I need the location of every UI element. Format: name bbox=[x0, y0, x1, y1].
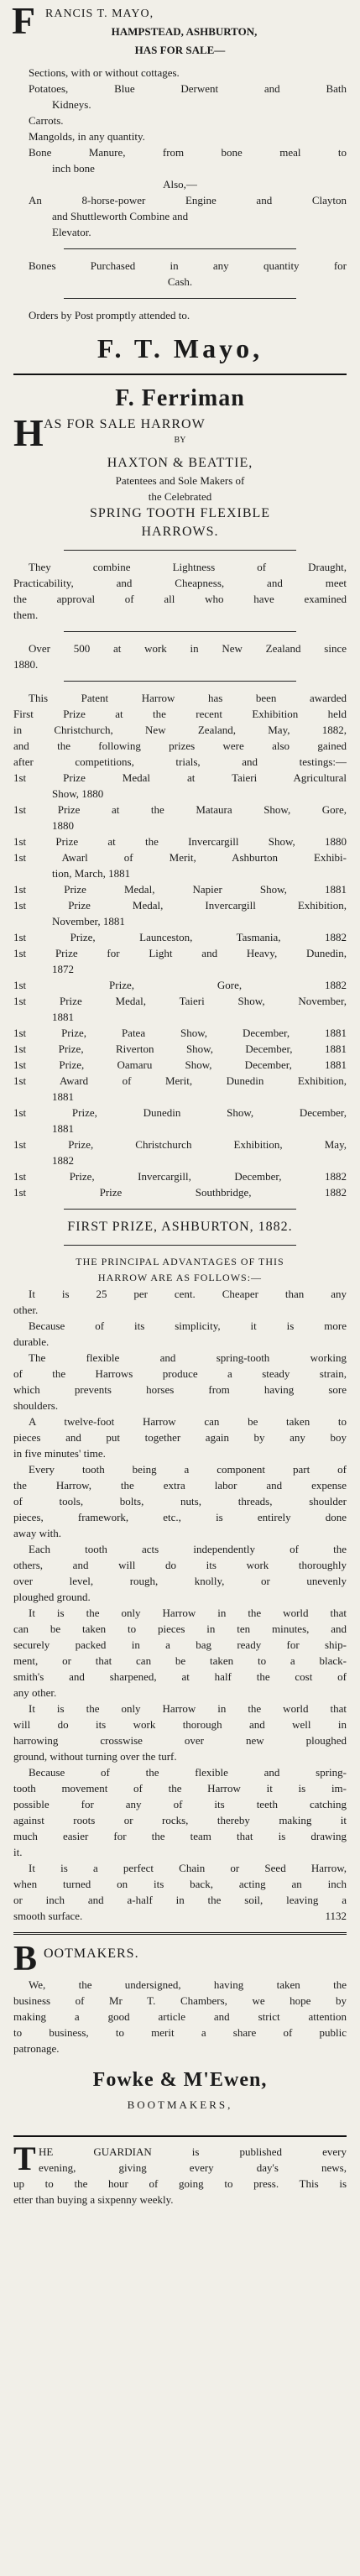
column-rule bbox=[13, 374, 347, 375]
mayo-item: Kidneys. bbox=[52, 98, 91, 111]
prize-item: 1st Prize, Christchurch Exhibition, May, bbox=[13, 1138, 347, 1151]
advantage-line: of tools, bolts, nuts, threads, shoulder bbox=[13, 1495, 347, 1507]
prize-item: 1st Prize for Light and Heavy, Dunedin, bbox=[13, 947, 347, 959]
award-intro-line: in Christchurch, New Zealand, May, 1882, bbox=[13, 724, 347, 736]
prize-item: 1st Prize, Patea Show, December, 1881 bbox=[13, 1027, 347, 1039]
ferriman-title: F. Ferriman bbox=[115, 385, 245, 411]
advantage-line: can be taken to pieces in ten minutes, and bbox=[13, 1622, 347, 1635]
guardian-dropcap: T bbox=[13, 2140, 36, 2177]
prize-item: 1st Prize at the Invercargill Show, 1880 bbox=[13, 835, 347, 848]
advantage-line: Because of its simplicity, it is more bbox=[29, 1319, 347, 1332]
advantage-line: Every tooth being a component part of bbox=[29, 1463, 347, 1476]
prize-item: 1st Prize, Dunedin Show, December, bbox=[13, 1106, 347, 1119]
intro-line: them. bbox=[13, 609, 39, 621]
advantage-line: over level, rough, knolly, or unevenly bbox=[13, 1575, 347, 1587]
ferriman-dropcap: H bbox=[13, 411, 44, 454]
award-intro-line: after competitions, trials, and testings:— bbox=[13, 755, 347, 768]
award-intro-line: This Patent Harrow has been awarded bbox=[29, 692, 347, 704]
advantage-line: possible for any of its teeth catching bbox=[13, 1798, 347, 1811]
divider bbox=[64, 1209, 296, 1210]
mayo-also: Also,— bbox=[163, 178, 197, 191]
mayo-item: Potatoes, Blue Derwent and Bath bbox=[29, 82, 347, 95]
mayo-advert bbox=[12, 0, 347, 367]
prize-item-cont: tion, March, 1881 bbox=[52, 867, 131, 880]
advantage-line: in five minutes' time. bbox=[13, 1447, 106, 1460]
prize-list bbox=[13, 770, 347, 1200]
bootmakers-heading: OOTMAKERS. bbox=[44, 1946, 139, 1961]
advantage-line: smooth surface. bbox=[13, 1910, 83, 1922]
prize-item: 1st Prize at the Mataura Show, Gore, bbox=[13, 803, 347, 816]
mayo-item: Elevator. bbox=[52, 226, 91, 238]
mayo-signature: F. T. Mayo, bbox=[97, 333, 263, 363]
divider bbox=[64, 298, 296, 299]
advantage-line: ground, without turning over the turf. bbox=[13, 1750, 177, 1763]
mayo-dropcap: F bbox=[12, 0, 36, 42]
mayo-item: Sections, with or without cottages. bbox=[29, 66, 180, 79]
mayo-item: Mangolds, in any quantity. bbox=[29, 130, 145, 143]
advantage-line: harrowing crosswise over new ploughed bbox=[13, 1734, 347, 1747]
advantage-line: It is the only Harrow in the world that bbox=[29, 1702, 347, 1715]
divider bbox=[64, 681, 296, 682]
bootmakers-dropcap: B bbox=[13, 1940, 38, 1978]
advantage-line: smith's and sharpened, at half the cost of bbox=[13, 1670, 347, 1683]
prize-item: 1st Prize, Gore, 1882 bbox=[13, 979, 347, 991]
advantage-line: away with. bbox=[13, 1527, 62, 1539]
advantage-line: the Harrow, the extra labor and expense bbox=[13, 1479, 347, 1492]
advantage-line: It is a perfect Chain or Seed Harrow, bbox=[29, 1862, 347, 1874]
bootmakers-body: patronage. bbox=[13, 2042, 60, 2055]
prize-item: 1st Prize, Riverton Show, December, 1881 bbox=[13, 1042, 347, 1055]
mayo-name-line: RANCIS T. MAYO, bbox=[45, 8, 154, 20]
guardian-line: evening, giving every day's news, bbox=[39, 2161, 347, 2174]
prize-item: 1st Prize Medal, Napier Show, 1881 bbox=[13, 883, 347, 896]
bootmakers-body: making a good article and strict attention bbox=[13, 2010, 347, 2023]
first-prize-ashburton: FIRST PRIZE, ASHBURTON, 1882. bbox=[67, 1220, 293, 1234]
guardian-line: up to the hour of going to press. This is bbox=[13, 2177, 347, 2190]
advantages-heading: THE PRINCIPAL ADVANTAGES OF THIS bbox=[76, 1256, 284, 1267]
over500-line: 1880. bbox=[13, 658, 39, 671]
intro-line: They combine Lightness of Draught, bbox=[29, 561, 347, 573]
ferriman-harrows: HARROWS. bbox=[141, 525, 219, 539]
intro-line: the approval of all who have examined bbox=[13, 593, 347, 605]
mayo-bones-cont: Cash. bbox=[167, 275, 193, 288]
prize-item: 1st Prize Medal, Taieri Show, November, bbox=[13, 995, 347, 1007]
advantage-line: tooth movement of the Harrow it is im- bbox=[13, 1782, 347, 1795]
advantage-line: Because of the flexible and spring- bbox=[29, 1766, 347, 1779]
ferriman-by: BY bbox=[174, 436, 186, 445]
bootmakers-body: to business, to merit a share of public bbox=[13, 2026, 347, 2039]
prize-item-cont: 1881 bbox=[52, 1090, 74, 1103]
advantage-line: it. bbox=[13, 1846, 23, 1858]
guardian-line: HE GUARDIAN is published every bbox=[39, 2145, 347, 2158]
advantage-line: A twelve-foot Harrow can be taken to bbox=[29, 1415, 347, 1428]
divider bbox=[64, 550, 296, 551]
advantage-line: of the Harrows produce a steady strain, bbox=[13, 1367, 347, 1380]
ferriman-patentees: Patentees and Sole Makers of bbox=[115, 474, 245, 487]
advantages-list bbox=[13, 1286, 347, 1924]
advantage-line: pieces, framework, etc., is entirely done bbox=[13, 1511, 347, 1523]
intro-line: Practicability, and Cheapness, and meet bbox=[13, 577, 347, 589]
advantages-heading: HARROW ARE AS FOLLOWS:— bbox=[97, 1272, 263, 1283]
advantage-line: shoulders. bbox=[13, 1399, 59, 1412]
advantage-line: pieces and put together again by any boy bbox=[13, 1431, 347, 1444]
divider bbox=[64, 1245, 296, 1246]
bootmakers-advert bbox=[13, 1940, 347, 2129]
bootmakers-sub: BOOTMAKERS, bbox=[127, 2098, 233, 2111]
advantage-line: other. bbox=[13, 1304, 39, 1316]
mayo-for-sale: HAS FOR SALE— bbox=[134, 44, 226, 56]
prize-item: 1st Prize, Launceston, Tasmania, 1882 bbox=[13, 931, 347, 943]
prize-item: 1st Prize Medal, Invercargill Exhibition, bbox=[13, 899, 347, 912]
advantage-line: ploughed ground. bbox=[13, 1591, 91, 1603]
guardian-notice bbox=[13, 2140, 347, 2208]
divider bbox=[64, 631, 296, 632]
harrow-advert bbox=[13, 382, 347, 1924]
ferriman-for-sale: AS FOR SALE HARROW bbox=[44, 417, 206, 431]
award-intro-line: and the following prizes were also gained bbox=[13, 739, 347, 752]
advantage-line: The flexible and spring-tooth working bbox=[29, 1351, 347, 1364]
mayo-bones: Bones Purchased in any quantity for bbox=[29, 259, 347, 272]
mayo-address: HAMPSTEAD, ASHBURTON, bbox=[111, 25, 258, 38]
advantage-line: any other. bbox=[13, 1686, 57, 1699]
advantage-line: much easier for the team that is drawing bbox=[13, 1830, 347, 1842]
guardian-line: etter than buying a sixpenny weekly. bbox=[13, 2193, 174, 2206]
ferriman-celebrated: the Celebrated bbox=[148, 490, 212, 503]
column-rule bbox=[13, 2135, 347, 2137]
advantage-line: It is the only Harrow in the world that bbox=[29, 1607, 347, 1619]
over500-line: Over 500 at work in New Zealand since bbox=[29, 642, 347, 655]
prize-item-cont: Show, 1880 bbox=[52, 787, 104, 800]
prize-item: 1st Prize Medal at Taieri Agricultural bbox=[13, 771, 347, 784]
advantage-line: Each tooth acts independently of the bbox=[29, 1543, 347, 1555]
advantage-line: which prevents horses from having sore bbox=[13, 1383, 347, 1396]
mayo-item: An 8-horse-power Engine and Clayton bbox=[29, 194, 347, 206]
bootmakers-name: Fowke & M'Ewen, bbox=[92, 2069, 268, 2091]
advantage-line: or inch and a-half in the soil, leaving a bbox=[13, 1894, 347, 1906]
ferriman-makers: HAXTON & BEATTIE, bbox=[107, 456, 253, 470]
mayo-item: Carrots. bbox=[29, 114, 64, 127]
prize-item: 1st Awarl of Merit, Ashburton Exhibi- bbox=[13, 851, 347, 864]
advantage-line: others, and will do its work thoroughly bbox=[13, 1559, 347, 1571]
column-rule bbox=[13, 1932, 347, 1935]
advantage-line: It is 25 per cent. Cheaper than any bbox=[29, 1288, 347, 1300]
advantage-line: when turned on its back, acting an inch bbox=[13, 1878, 347, 1890]
advantage-line: durable. bbox=[13, 1335, 50, 1348]
mayo-item: and Shuttleworth Combine and bbox=[52, 210, 189, 222]
prize-item-cont: 1882 bbox=[52, 1154, 74, 1167]
prize-item-cont: November, 1881 bbox=[52, 915, 125, 927]
divider bbox=[64, 248, 296, 249]
prize-item: 1st Prize Southbridge, 1882 bbox=[13, 1186, 347, 1199]
prize-item-cont: 1872 bbox=[52, 963, 74, 975]
harrow-ref-number: 1132 bbox=[325, 1910, 347, 1922]
prize-item: 1st Award of Merit, Dunedin Exhibition, bbox=[13, 1074, 347, 1087]
advantage-line: securely packed in a bag ready for ship- bbox=[13, 1638, 347, 1651]
award-intro-line: First Prize at the recent Exhibition held bbox=[13, 708, 347, 720]
mayo-item: inch bone bbox=[52, 162, 95, 175]
prize-item: 1st Prize, Oamaru Show, December, 1881 bbox=[13, 1058, 347, 1071]
advantage-line: against roots or rocks, thereby making it bbox=[13, 1814, 347, 1826]
advantage-line: ment, or that can be taken to a black- bbox=[13, 1654, 347, 1667]
prize-item-cont: 1881 bbox=[52, 1122, 74, 1135]
mayo-orders: Orders by Post promptly attended to. bbox=[29, 309, 190, 321]
bootmakers-body: business of Mr T. Chambers, we hope by bbox=[13, 1994, 347, 2007]
prize-item: 1st Prize, Invercargill, December, 1882 bbox=[13, 1170, 347, 1183]
ferriman-product: SPRING TOOTH FLEXIBLE bbox=[89, 506, 271, 520]
bootmakers-body: We, the undersigned, having taken the bbox=[29, 1978, 347, 1991]
prize-item-cont: 1881 bbox=[52, 1011, 74, 1023]
mayo-item: Bone Manure, from bone meal to bbox=[29, 146, 347, 159]
prize-item-cont: 1880 bbox=[52, 819, 74, 832]
advantage-line: will do its work thorough and well in bbox=[13, 1718, 347, 1731]
